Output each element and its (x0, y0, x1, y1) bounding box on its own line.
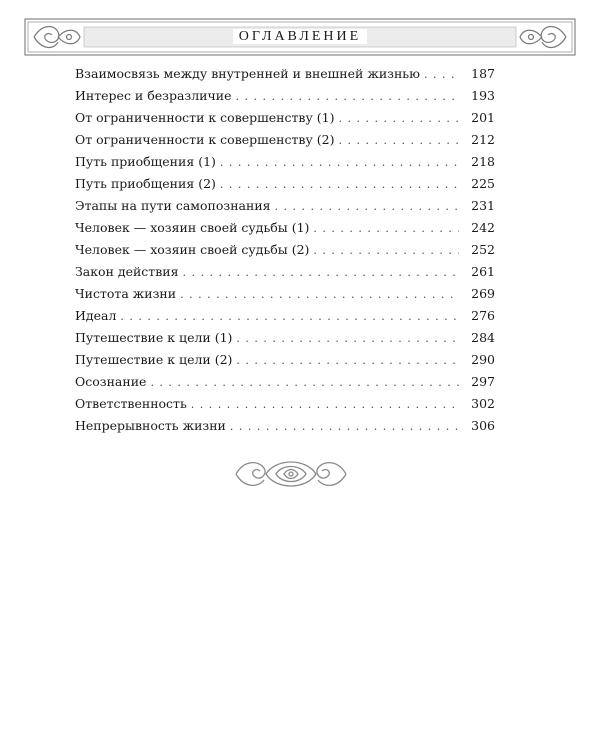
toc-entry-title: Путь приобщения (1) (75, 154, 216, 169)
toc-leader-dots (220, 156, 459, 169)
toc-entry (75, 220, 495, 242)
toc-entry-title: Интерес и безразличие (75, 88, 232, 103)
toc-leader-dots (275, 200, 459, 213)
toc-leader-dots (236, 332, 459, 345)
toc-entry-page-number: 193 (471, 88, 495, 103)
toc-entry-title: Путешествие к цели (1) (75, 330, 233, 345)
toc-entry (75, 330, 495, 352)
toc-entry (75, 308, 495, 330)
page-header (24, 18, 576, 56)
toc-leader-dots (182, 266, 459, 279)
toc-entry-page-number: 261 (471, 264, 495, 279)
toc-entry-title: Человек — хозяин своей судьбы (2) (75, 242, 310, 257)
toc-leader-dots (120, 310, 459, 323)
toc-entry-page-number: 276 (471, 308, 495, 323)
toc-entry (75, 154, 495, 176)
toc-entry (75, 242, 495, 264)
toc-entry-page-number: 212 (471, 132, 495, 147)
toc-entry-title: Взаимосвязь между внутренней и внешней жизнью (75, 66, 420, 81)
toc-entry-title: Идеал (75, 308, 117, 323)
toc-entry-page-number: 225 (471, 176, 495, 191)
toc-entry (75, 264, 495, 286)
toc-entry-title: Путь приобщения (2) (75, 176, 216, 191)
toc-leader-dots (339, 112, 460, 125)
toc-entry (75, 352, 495, 374)
toc-entry-page-number: 252 (471, 242, 495, 257)
toc-entry-page-number: 231 (471, 198, 495, 213)
toc-entry (75, 88, 495, 110)
toc-leader-dots (220, 178, 459, 191)
toc-entry-title: Чистота жизни (75, 286, 177, 301)
toc-entry-page-number: 297 (471, 374, 495, 389)
toc-entry-title: Закон действия (75, 264, 179, 279)
toc-entry-title: Ответственность (75, 396, 187, 411)
toc-entry (75, 176, 495, 198)
page-title-text: ОГЛАВЛЕНИЕ (233, 29, 367, 44)
toc-entry-title: Непрерывность жизни (75, 418, 226, 433)
bottom-ornament-icon (232, 452, 350, 496)
toc-entry (75, 286, 495, 308)
toc-leader-dots (313, 244, 459, 257)
toc-leader-dots (191, 398, 459, 411)
toc-leader-dots (236, 90, 459, 103)
toc-entry-page-number: 187 (471, 66, 495, 81)
toc-entry (75, 418, 495, 440)
toc-leader-dots (230, 420, 459, 433)
toc-entry (75, 198, 495, 220)
toc-leader-dots (150, 376, 459, 389)
toc-entry (75, 110, 495, 132)
toc-leader-dots (180, 288, 459, 301)
toc-leader-dots (339, 134, 460, 147)
toc-entry-page-number: 302 (471, 396, 495, 411)
toc-entry-page-number: 201 (471, 110, 495, 125)
toc-entry-page-number: 284 (471, 330, 495, 345)
toc-entry-page-number: 306 (471, 418, 495, 433)
toc-entry (75, 132, 495, 154)
toc-leader-dots (313, 222, 459, 235)
toc-entry-title: От ограниченности к совершенству (1) (75, 110, 335, 125)
toc-entry-title: Человек — хозяин своей судьбы (1) (75, 220, 310, 235)
toc-entry (75, 396, 495, 418)
toc-entry-title: Путешествие к цели (2) (75, 352, 233, 367)
toc-leader-dots (236, 354, 459, 367)
toc-entry-page-number: 269 (471, 286, 495, 301)
toc-entry (75, 374, 495, 396)
toc-entry (75, 66, 495, 88)
page-title (24, 18, 576, 56)
toc-entry-page-number: 242 (471, 220, 495, 235)
toc-leader-dots (424, 68, 459, 81)
toc-entry-title: От ограниченности к совершенству (2) (75, 132, 335, 147)
toc-entry-title: Этапы на пути самопознания (75, 198, 271, 213)
toc-entry-title: Осознание (75, 374, 147, 389)
toc-entry-page-number: 218 (471, 154, 495, 169)
toc-entry-page-number: 290 (471, 352, 495, 367)
table-of-contents (75, 66, 495, 440)
